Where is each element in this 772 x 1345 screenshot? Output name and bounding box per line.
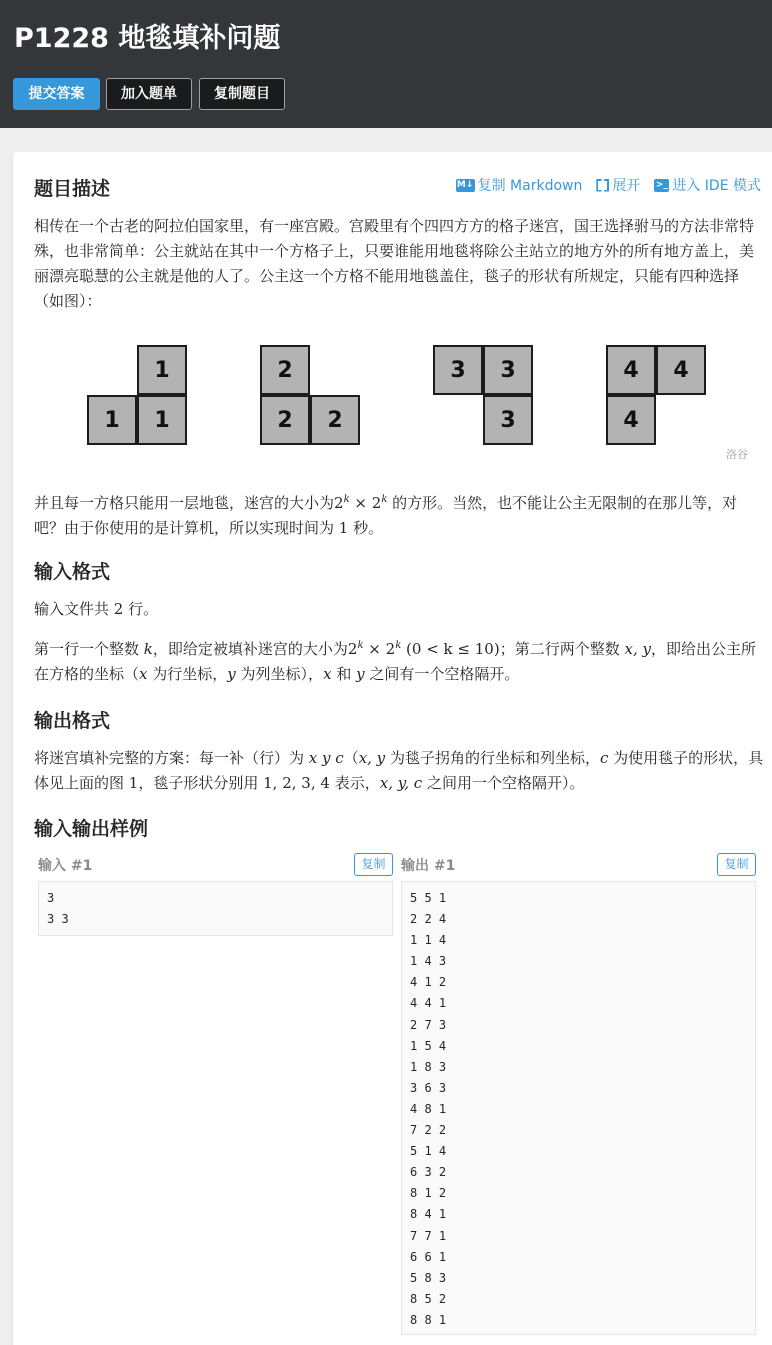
copy-markdown-button[interactable] — [456, 176, 583, 194]
output-format-paragraph: 将迷宫填补完整的方案：每一补（行）为 x y c（x, y 为毯子拐角的行坐标和列坐标，c 为使用毯子的形状，具体见上面的图 1，毯子形状分别用 1, 2, 3, 4 表示，x, y, c 之间用一个空格隔开）。 — [34, 749, 764, 792]
add-to-list-button[interactable]: 加入题单 — [106, 78, 192, 110]
sample-input-box[interactable] — [38, 881, 393, 936]
figure-cell: 1 — [87, 395, 137, 445]
figure-cell: 3 — [483, 395, 533, 445]
copy-output-button[interactable]: 复制 — [717, 853, 756, 876]
sample-line: 5 5 1 — [410, 891, 447, 905]
figure-cell: 1 — [137, 345, 187, 395]
copy-markdown-label: 复制 Markdown — [477, 178, 583, 194]
sample-line: 6 3 2 — [410, 1165, 447, 1180]
submit-answer-button[interactable]: 提交答案 — [13, 78, 100, 110]
figure-cell: 2 — [260, 345, 310, 395]
sample-line: 4 1 2 — [410, 975, 447, 990]
sample-output-label: 输出 #1 — [401, 858, 456, 874]
problem-card — [13, 152, 772, 1345]
sample-line: 1 4 3 — [410, 954, 447, 969]
section-title-samples: 输入输出样例 — [34, 818, 149, 840]
carpet-shapes-figure — [13, 332, 772, 464]
sample-line: 5 1 4 — [410, 1144, 447, 1159]
ide-mode-button[interactable] — [654, 176, 761, 194]
ide-mode-label: 进入 IDE 模式 — [672, 178, 761, 194]
figure-cell: 1 — [137, 395, 187, 445]
figure-cell: 3 — [433, 345, 483, 395]
sample-line: 8 8 1 — [410, 1312, 447, 1327]
copy-problem-button[interactable]: 复制题目 — [199, 78, 285, 110]
figure-cell: 4 — [606, 345, 656, 395]
sample-line: 1 5 4 — [410, 1038, 447, 1053]
sample-line: 5 8 3 — [410, 1270, 447, 1285]
figure-cell: 4 — [656, 345, 706, 395]
expand-icon — [596, 179, 609, 192]
sample-line: 8 4 1 — [410, 1207, 447, 1222]
section-title-description: 题目描述 — [34, 178, 111, 200]
figure-watermark: 洛谷 — [726, 448, 748, 461]
sample-line: 7 7 1 — [410, 1228, 447, 1243]
figure-cell: 2 — [260, 395, 310, 445]
sample-line: 1 8 3 — [410, 1059, 447, 1074]
figure-cell: 4 — [606, 395, 656, 445]
problem-header — [0, 0, 772, 128]
sample-line: 4 4 1 — [410, 996, 447, 1011]
sample-output-box[interactable] — [401, 881, 756, 1335]
copy-input-button[interactable]: 复制 — [354, 853, 393, 876]
sample-line: 3 — [47, 891, 55, 905]
sample-input-label: 输入 #1 — [38, 858, 93, 874]
description-paragraph-1: 相传在一个古老的阿拉伯国家里，有一座宫殿。宫殿里有个四四方方的格子迷宫，国王选择驸马的方法非常特殊，也非常简单：公主就站在其中一个方格子上，只要谁能用地毯将除公主站立的地方外的所有地方盖上，美丽漂亮聪慧的公主就是他的人了。公主这一个方格不能用地毯盖住，毯子的形状有所规定，只能有四种选择（如图）： — [34, 217, 755, 310]
problem-title: P1228 地毯填补问题 — [14, 23, 281, 54]
sample-line: 6 6 1 — [410, 1249, 447, 1264]
section-title-input-format: 输入格式 — [34, 561, 111, 583]
figure-cell: 3 — [483, 345, 533, 395]
sample-line: 3 6 3 — [410, 1080, 447, 1095]
sample-line: 3 3 — [47, 912, 69, 927]
sample-line: 1 1 4 — [410, 933, 447, 948]
problem-toolbar — [456, 176, 761, 194]
sample-line: 8 1 2 — [410, 1186, 447, 1201]
sample-line: 2 2 4 — [410, 912, 447, 927]
sample-line: 4 8 1 — [410, 1101, 447, 1116]
markdown-icon: M↓ — [456, 179, 474, 190]
terminal-icon: >_ — [655, 179, 668, 190]
input-format-paragraph-2: 第一行一个整数 k，即给定被填补迷宫的大小为2$^k$ × 2$^k$ (0 < k ≤ 10)；第二行两个整数 x, y，即给出公主所在方格的坐标（x 为行坐标，y 为列坐标），x 和 y 之间有一个空格隔开。 — [34, 640, 756, 683]
input-format-paragraph-1: 输入文件共 2 行。 — [34, 600, 159, 618]
sample-line: 8 5 2 — [410, 1291, 447, 1306]
description-paragraph-2: 并且每一方格只能用一层地毯，迷宫的大小为2$^k$ × 2$^k$ 的方形。当然，也不能让公主无限制的在那儿等，对吧？由于你使用的是计算机，所以实现时间为 1 秒。 — [34, 494, 738, 537]
expand-label: 展开 — [612, 178, 641, 194]
sample-line: 2 7 3 — [410, 1017, 447, 1032]
figure-cell: 2 — [310, 395, 360, 445]
section-title-output-format: 输出格式 — [34, 710, 111, 732]
expand-button[interactable] — [596, 176, 640, 194]
sample-line: 7 2 2 — [410, 1123, 447, 1138]
